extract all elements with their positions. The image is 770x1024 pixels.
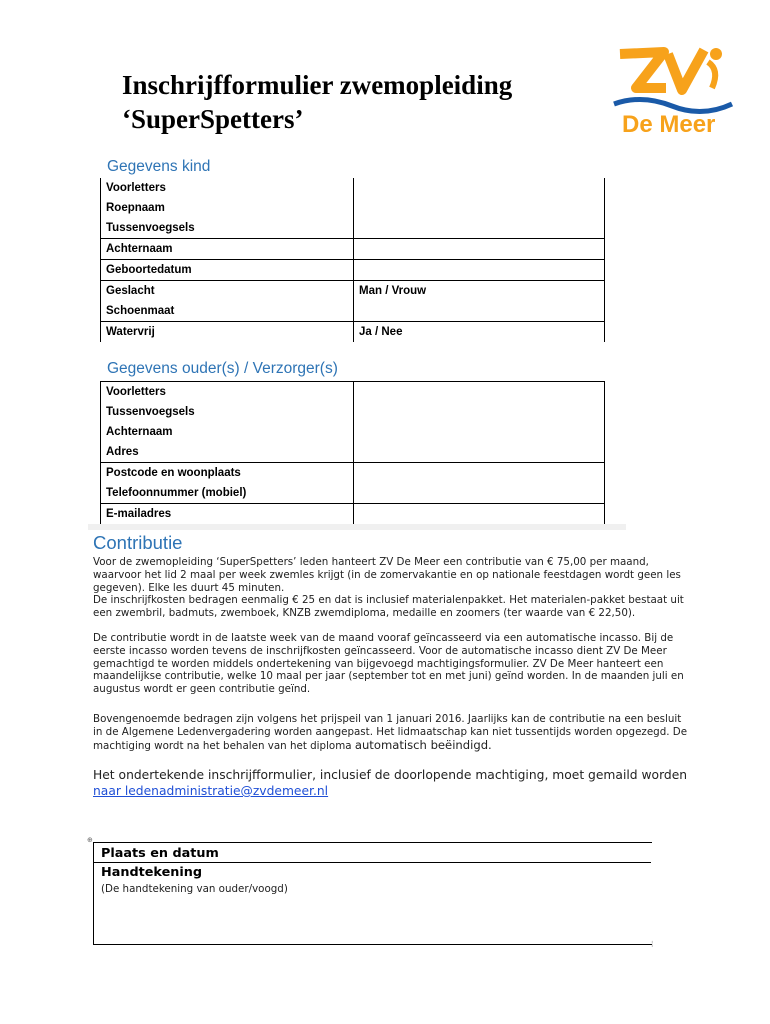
row-label-roepnaam: Roepnaam — [101, 198, 354, 218]
table-row — [101, 422, 605, 442]
table-row — [101, 301, 605, 322]
contribution-text-3: Bovengenoemde bedragen zijn volgens het prijspeil van 1 januari 2016. Jaarlijks kan de contributie na een besluit in de Algemene Ledenvergadering worden aangepast. Het lidmaatschap kan niet tussentijds worden opgezegd. De machtiging wordt na het behalen van het diploma — [93, 713, 688, 752]
row-label-watervrij: Watervrij — [101, 322, 354, 343]
table-row — [101, 402, 605, 422]
row-label-tussenvoegsels: Tussenvoegsels — [101, 402, 354, 422]
row-label-voorletters: Voorletters — [101, 382, 354, 403]
contribution-heading: Contributie — [93, 532, 183, 553]
field-achternaam[interactable] — [354, 239, 605, 260]
contribution-paragraph-4 — [93, 767, 693, 799]
row-label-voorletters: Voorletters — [101, 178, 354, 198]
table-row — [101, 260, 605, 281]
row-label-achternaam: Achternaam — [101, 239, 354, 260]
field-tussenvoegsels[interactable] — [354, 218, 605, 239]
field-geboortedatum[interactable] — [354, 260, 605, 281]
field-voorletters[interactable] — [354, 178, 605, 198]
zv-de-meer-logo-icon — [612, 44, 734, 140]
table-row — [101, 463, 605, 484]
table-row — [101, 218, 605, 239]
signature-divider — [93, 862, 651, 863]
row-label-adres: Adres — [101, 442, 354, 463]
table-row — [101, 504, 605, 525]
field-roepnaam[interactable] — [354, 198, 605, 218]
field-telefoonnummer[interactable] — [354, 483, 605, 504]
table-row — [101, 382, 605, 403]
parent-data-table — [100, 381, 605, 525]
email-link[interactable]: naar ledenadministratie@zvdemeer.nl — [93, 784, 329, 798]
contribution-paragraph-1 — [93, 556, 693, 620]
parent-section-heading: Gegevens ouder(s) / Verzorger(s) — [107, 360, 338, 377]
anchor-mark: ⊕ — [87, 836, 93, 844]
contribution-paragraph-2: De contributie wordt in de laatste week van de maand vooraf geïncasseerd via een automatische incasso. Bij de eerste incasso worden tevens de inschrijfkosten geïncasseerd. Voor de automatische incasso dient ZV De Meer gemachtigd te worden middels ondertekening van bijgevoegd machtigingsformulier. ZV De Meer hanteert een maandelijkse contributie, welke 10 maal per jaar (september tot en met juni) geïnd worden. In de maanden juli en augustus wordt er geen contributie geïnd. — [93, 632, 684, 696]
contribution-text-4: Het ondertekende inschrijfformulier, inclusief de doorlopende machtiging, moet gemaild worden — [93, 768, 688, 782]
row-label-geslacht: Geslacht — [101, 281, 354, 302]
table-row — [101, 239, 605, 260]
row-label-telefoonnummer: Telefoonnummer (mobiel) — [101, 483, 354, 504]
table-row — [101, 178, 605, 198]
field-adres[interactable] — [354, 442, 605, 463]
section-divider — [88, 524, 626, 530]
signature-field[interactable]: Handtekening — [101, 865, 203, 880]
logo-text: De Meer — [622, 111, 716, 138]
table-row — [101, 281, 605, 302]
place-date-field[interactable]: Plaats en datum — [101, 846, 219, 861]
title-line-1: Inschrijfformulier zwemopleiding — [122, 70, 513, 100]
child-section-heading: Gegevens kind — [107, 158, 211, 175]
field-emailadres[interactable] — [354, 504, 605, 525]
contribution-text-1b: De inschrijfkosten bedragen eenmalig € 25 en dat is inclusief materialenpakket. Het materialen-pakket bestaat uit een zwembril, badmuts, zwemboek, KNZB zwemdiploma, medaille en zoomers (ter waarde van € 22,50). — [93, 594, 684, 620]
table-row — [101, 198, 605, 218]
row-label-postcode-woonplaats: Postcode en woonplaats — [101, 463, 354, 484]
row-label-schoenmaat: Schoenmaat — [101, 301, 354, 322]
end-mark: ¦ — [651, 940, 654, 948]
row-label-geboortedatum: Geboortedatum — [101, 260, 354, 281]
field-voorletters[interactable] — [354, 382, 605, 403]
field-schoenmaat[interactable] — [354, 301, 605, 322]
field-tussenvoegsels[interactable] — [354, 402, 605, 422]
field-geslacht[interactable]: Man / Vrouw — [354, 281, 605, 302]
child-data-table — [100, 178, 605, 342]
table-row — [101, 442, 605, 463]
field-postcode-woonplaats[interactable] — [354, 463, 605, 484]
table-row — [101, 322, 605, 343]
title-line-2: ‘SuperSpetters’ — [122, 104, 304, 134]
document-title — [122, 68, 592, 136]
contribution-text-1: Voor de zwemopleiding ‘SuperSpetters’ leden hanteert ZV De Meer een contributie van € 75,00 per maand, waarvoor het lid 2 maal per week zwemles krijgt (in de zomervakantie en op nationale feestdagen wordt geen les gegeven). Elke les duurt 45 minuten. — [93, 556, 681, 594]
contribution-text-3-end: automatisch beëindigd. — [354, 737, 492, 752]
signature-note: (De handtekening van ouder/voogd) — [101, 883, 288, 895]
contribution-paragraph-3 — [93, 713, 693, 752]
row-label-achternaam: Achternaam — [101, 422, 354, 442]
table-row — [101, 483, 605, 504]
field-watervrij[interactable]: Ja / Nee — [354, 322, 605, 343]
field-achternaam[interactable] — [354, 422, 605, 442]
row-label-emailadres: E-mailadres — [101, 504, 354, 525]
row-label-tussenvoegsels: Tussenvoegsels — [101, 218, 354, 239]
